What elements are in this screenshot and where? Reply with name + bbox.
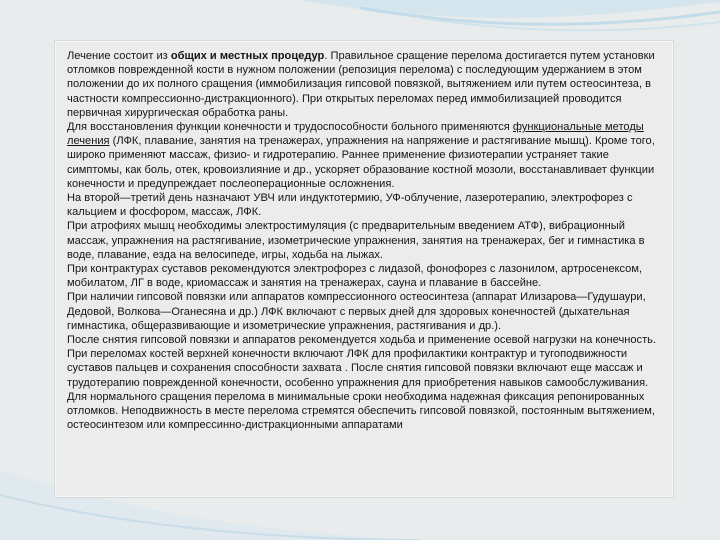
paragraph-treatment: [67, 49, 663, 120]
paragraph-functional-rest: (ЛФК, плавание, занятия на тренажерах, упражнения на напряжение и растягивание мышц). Кроме того, широко применяют массаж, физио- и гидротерапию. Раннее применение физиотерапии устраняет такие симптомы, как боль, отек, кровоизлияние и др., ускоряет образование костной мозоли, восстанавливает функции конечности и предупреждает послеоперационные осложнения.: [67, 135, 655, 190]
slide-text: [67, 49, 663, 432]
paragraph-day-two-three: На второй—третий день назначают УВЧ или индуктотермию, УФ-облучение, лазеротерапию, электрофорез с кальцием и фосфором, массаж, ЛФК.: [67, 192, 633, 219]
emphasis-procedures: общих и местных процедур: [170, 50, 325, 62]
paragraph-fixation: Для нормального сращения перелома в минимальные сроки необходима надежная фиксация репонированных отломков. Неподвижность в месте перелома стремятся обеспечить гипсовой повязкой, постоянным вытяжением, остеосинтезом или компрессинно-дистракционными аппаратами: [67, 390, 656, 432]
paragraph-treatment-rest: . Правильное сращение перелома достигается путем установки отломков поврежденной кости в нужном положении (репозиция перелома) с последующим удержанием в этом положении до их полного сращения (иммобилизация гипсовой повязкой, вытяжением или путем остеосинтеза, в частности компрессионно-дистракционного). При открытых переломах перед иммобилизацией проводится первичная хирургическая обработка раны.: [67, 50, 655, 119]
functional-methods-link[interactable]: функциональные методы лечения: [67, 121, 644, 148]
paragraph-contractures: При контрактурах суставов рекомендуются электрофорез с лидазой, фонофорез с лазонилом, артросенексом, мобилатом, ЛГ в воде, криомассаж и занятия на тренажерах, сауна и плавание в бассейне.: [67, 263, 643, 290]
paragraph-functional-start: Для восстановления функции конечности и трудоспособности больного применяются: [67, 121, 513, 134]
paragraph-upper-limb: При переломах костей верхней конечности включают ЛФК для профилактики контрактур и тугоподвижности суставов пальцев и сохранения способности захвата . После снятия гипсовой повязки включают еще массаж и трудотерапию поврежденной конечности, особенно упражнения для приобретения навыков самообслуживания.: [67, 348, 649, 389]
paragraph-treatment-start: Лечение состоит из: [67, 50, 171, 62]
slide-content-card: [54, 40, 674, 498]
paragraph-muscle-atrophy: При атрофиях мышц необходимы электростимуляция (с предварительным введением АТФ), вибрационный массаж, упражнения на растягивание, изометрические упражнения, занятия на тренажерах, бег и гимнастика в воде, плавание, езда на велосипеде, игры, ходьба на лыжах.: [67, 220, 645, 261]
paragraph-cast-apparatus: При наличии гипсовой повязки или аппаратов компрессионного остеосинтеза (аппарат Илизарова—Гудушаури, Дедовой, Волкова—Оганесяна и др.) ЛФК включают с первых дней для здоровых конечностей (дыхательная гимнастика, общеразвивающие и изометрические упражнения, растягивания и др.).: [67, 291, 646, 332]
paragraph-after-removal: После снятия гипсовой повязки и аппаратов рекомендуется ходьба и применение осевой нагрузки на конечность.: [67, 334, 657, 347]
paragraph-functional-methods: [67, 120, 663, 191]
